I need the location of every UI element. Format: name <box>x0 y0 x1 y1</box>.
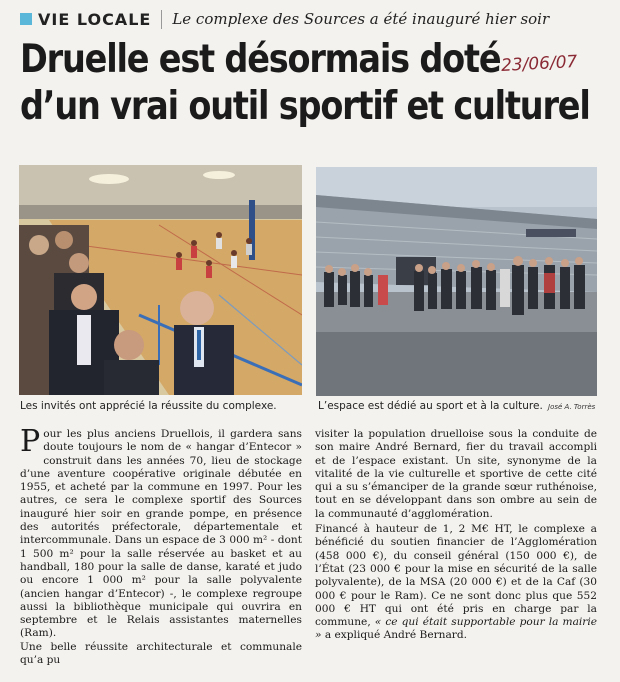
handwritten-date: 23/06/07 <box>500 52 578 76</box>
rubric-square-marker <box>20 13 32 25</box>
paragraph-intro <box>20 424 302 641</box>
article-column-2 <box>315 428 597 643</box>
photo-building-exterior <box>316 167 597 396</box>
article-column-1 <box>20 424 302 667</box>
paragraph-intro-text: our les plus anciens Druellois, il gardera sans doute toujours le nom de « hangar d’Entecor » construit dans les années 70, lieu de stockage d’une aventure coopérative originale débutée en 1955, et acheté par la commune en 1997. Pour les autres, ce sera le complexe sportif des Sources inauguré hier soir en grande pompe, en présence des autorités préfectorale, départementale et intercommunale. Dans un espace de 3 000 m² - dont 1 500 m² pour la salle réservée au basket et au handball, 180 pour la salle de danse, karaté et judo ou encore 1 000 m² pour la salle polyvalente (ancien hangar d’Entecor) -, le complexe regroupe aussi la bibliothèque municipale qui ouvrira en septembre et le Relais assistantes maternelles (Ram). <box>20 428 302 640</box>
rubric-label: VIE LOCALE <box>38 10 162 29</box>
headline-line-2: d’un vrai outil sportif et culturel <box>20 84 590 129</box>
paragraph-visit: visiter la population druelloise sous la conduite de son maire André Bernard, fier du travail accompli et de l’espace existant. Un site, synonyme de la vitalité de la vie culturelle et sportive de cette cité qui a su s’émanciper de la grande sœur ruthénoise, tout en se développant dans son ombre au sein de la communauté d’agglomération. <box>315 428 597 520</box>
mayor-quote: « ce qui était supportable pour la mairie » <box>315 616 598 642</box>
section-rubric <box>20 8 549 30</box>
financing-text: Financé à hauteur de 1, 2 M€ HT, le complexe a bénéficié du soutien financier de l’Agglomération (458 000 €), du conseil général (150 000 €), de l’État (23 000 € pour la mise en sécurité de la salle polyvalente), de la MSA (20 000 €) et de la Caf (30 000 € pour le Ram). Ce ne sont donc plus que 552 000 € HT qui ont été pris en charge par la commune, <box>315 523 597 629</box>
caption-right: L’espace est dédié au sport et à la culture. <box>318 400 543 412</box>
caption-left: Les invités ont apprécié la réussite du complexe. <box>20 400 277 412</box>
paragraph-continuation: Une belle réussite architecturale et communale qu’a pu <box>20 640 302 667</box>
rubric-subtitle: Le complexe des Sources a été inauguré hier soir <box>172 10 550 28</box>
headline-line-1: Druelle est désormais doté <box>20 37 501 82</box>
photo-gym-interior <box>19 165 302 395</box>
paragraph-financing <box>315 523 597 643</box>
financing-end: a expliqué André Bernard. <box>321 629 468 642</box>
drop-cap: P <box>20 424 41 459</box>
photo-credit: José A. Torrès <box>548 403 596 411</box>
